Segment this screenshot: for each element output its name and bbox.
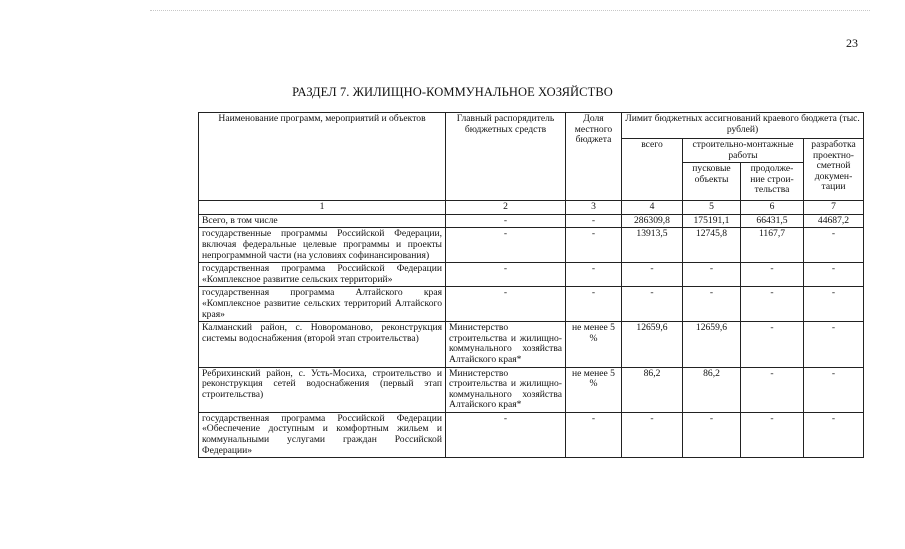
row-launch: 12659,6 [683, 322, 741, 367]
header-name: Наименование программ, мероприятий и объектов [199, 113, 446, 201]
row-name: государственная программа Алтайского края «Комплексное развитие сельских территорий Алтайского края» [199, 287, 446, 322]
table-row [199, 412, 864, 457]
row-launch: 12745,8 [683, 228, 741, 263]
header-total: всего [622, 139, 683, 201]
row-launch: - [683, 263, 741, 287]
header-limit: Лимит бюджетных ассигнований краевого бюджета (тыс. рублей) [622, 113, 864, 139]
header-continuing: продолже-ние строи-тельства [741, 163, 804, 201]
row-share: не менее 5 % [566, 367, 622, 412]
header-distributor: Главный распорядитель бюджетных средств [446, 113, 566, 201]
table-row [199, 214, 864, 228]
row-name: Ребрихинский район, с. Усть-Мосиха, строительство и реконструкция сетей водоснабжения (первый этап строительства) [199, 367, 446, 412]
row-launch: 175191,1 [683, 214, 741, 228]
row-total: - [622, 412, 683, 457]
row-design: - [804, 367, 864, 412]
row-design: - [804, 322, 864, 367]
row-share: - [566, 287, 622, 322]
row-distributor: - [446, 287, 566, 322]
top-scan-rule [150, 10, 870, 11]
header-design: разработка проектно-сметной докумен-тации [804, 139, 864, 201]
row-total: - [622, 287, 683, 322]
row-launch: - [683, 287, 741, 322]
row-distributor: - [446, 263, 566, 287]
column-number: 2 [446, 201, 566, 215]
row-name: государственные программы Российской Федерации, включая федеральные целевые программы и проекты непрограммной части (на условиях софинансирования) [199, 228, 446, 263]
row-distributor: - [446, 228, 566, 263]
table-row [199, 367, 864, 412]
row-design: - [804, 263, 864, 287]
row-distributor: - [446, 412, 566, 457]
row-name: Всего, в том числе [199, 214, 446, 228]
row-distributor: - [446, 214, 566, 228]
row-continuing: - [741, 367, 804, 412]
budget-table [198, 112, 864, 458]
row-share: - [566, 263, 622, 287]
row-total: 13913,5 [622, 228, 683, 263]
row-design: 44687,2 [804, 214, 864, 228]
table-row [199, 263, 864, 287]
row-total: 12659,6 [622, 322, 683, 367]
column-number: 6 [741, 201, 804, 215]
row-design: - [804, 228, 864, 263]
header-construction: строительно-монтажные работы [683, 139, 804, 163]
column-number: 7 [804, 201, 864, 215]
row-total: 86,2 [622, 367, 683, 412]
page-number: 23 [846, 36, 858, 50]
row-name: Калманский район, с. Новороманово, реконструкция системы водоснабжения (второй этап строительства) [199, 322, 446, 367]
row-total: - [622, 263, 683, 287]
row-continuing: - [741, 287, 804, 322]
header-launch: пусковые объекты [683, 163, 741, 201]
column-number: 1 [199, 201, 446, 215]
row-distributor: Министерство строительства и жилищно-коммунального хозяйства Алтайского края* [446, 367, 566, 412]
row-total: 286309,8 [622, 214, 683, 228]
column-number-row [199, 201, 864, 215]
section-title: РАЗДЕЛ 7. ЖИЛИЩНО-КОММУНАЛЬНОЕ ХОЗЯЙСТВО [292, 85, 613, 99]
row-continuing: - [741, 412, 804, 457]
table-row [199, 228, 864, 263]
row-launch: - [683, 412, 741, 457]
row-continuing: - [741, 263, 804, 287]
table-row [199, 322, 864, 367]
row-design: - [804, 412, 864, 457]
row-share: - [566, 228, 622, 263]
row-name: государственная программа Российской Федерации «Комплексное развитие сельских территорий» [199, 263, 446, 287]
row-continuing: 66431,5 [741, 214, 804, 228]
column-number: 4 [622, 201, 683, 215]
row-name: государственная программа Российской Федерации «Обеспечение доступным и комфортным жильем и коммунальными услугами граждан Российской Федерации» [199, 412, 446, 457]
column-number: 5 [683, 201, 741, 215]
row-share: - [566, 412, 622, 457]
header-share: Доля местного бюджета [566, 113, 622, 201]
row-continuing: 1167,7 [741, 228, 804, 263]
row-continuing: - [741, 322, 804, 367]
column-number: 3 [566, 201, 622, 215]
row-share: - [566, 214, 622, 228]
row-design: - [804, 287, 864, 322]
row-share: не менее 5 % [566, 322, 622, 367]
row-launch: 86,2 [683, 367, 741, 412]
table-row [199, 287, 864, 322]
row-distributor: Министерство строительства и жилищно-коммунального хозяйства Алтайского края* [446, 322, 566, 367]
